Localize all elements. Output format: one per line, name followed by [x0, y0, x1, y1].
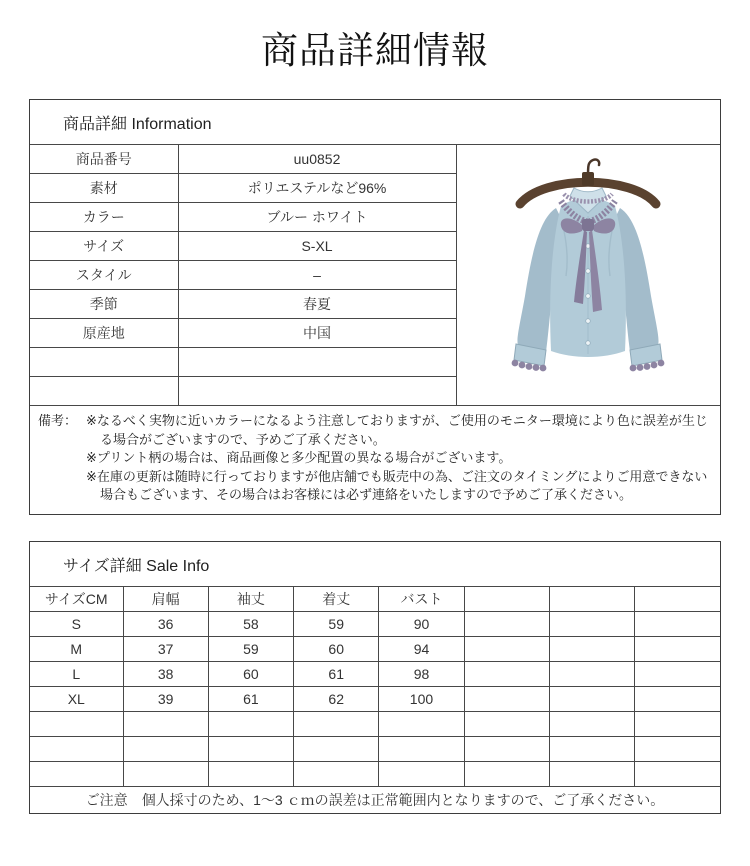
size-cell: 90 [379, 611, 464, 636]
size-cell [30, 711, 123, 736]
size-cell: XL [30, 686, 123, 711]
remarks-section [30, 405, 720, 514]
size-note [30, 786, 720, 813]
spec-value: ポリエステルなど96% [178, 174, 456, 203]
spec-value: uu0852 [178, 145, 456, 174]
spec-label: 原産地 [30, 319, 178, 348]
size-cell [549, 711, 634, 736]
spec-value: 中国 [178, 319, 456, 348]
size-note-text: 個人採寸のため、1～3 ｃｍの誤差は正常範囲内となりますので、ご了承ください。 [141, 791, 665, 808]
size-cell [294, 736, 379, 761]
size-table [30, 587, 720, 813]
spec-value: 春夏 [178, 290, 456, 319]
size-cell [123, 736, 208, 761]
size-cell [123, 761, 208, 786]
spec-label: カラー [30, 203, 178, 232]
product-photo [456, 145, 720, 405]
spec-label [30, 348, 178, 377]
size-cell [208, 761, 293, 786]
size-cell [549, 661, 634, 686]
size-cell [379, 761, 464, 786]
size-cell [635, 711, 720, 736]
size-cell [464, 661, 549, 686]
spec-value [178, 348, 456, 377]
size-cell [208, 711, 293, 736]
bottom-spacer [0, 814, 750, 847]
spec-label: サイズ [30, 232, 178, 261]
size-cell: 60 [294, 636, 379, 661]
spec-value: – [178, 261, 456, 290]
size-cell: 36 [123, 611, 208, 636]
size-cell: 61 [294, 661, 379, 686]
size-row [30, 736, 720, 761]
size-cell [379, 736, 464, 761]
size-row [30, 636, 720, 661]
size-col-header [635, 587, 720, 612]
size-cell: 37 [123, 636, 208, 661]
remark-item: ※なるべく実物に近いカラーになるよう注意しておりますが、ご使用のモニター環境により色に誤差が生じる場合がございますので、予めご了承ください。 [86, 413, 708, 447]
size-cell [635, 611, 720, 636]
spec-value: ブルー ホワイト [178, 203, 456, 232]
size-cell: 59 [208, 636, 293, 661]
size-cell [464, 761, 549, 786]
spec-value: S-XL [178, 232, 456, 261]
size-cell: 39 [123, 686, 208, 711]
size-cell [464, 611, 549, 636]
page-title: 商品詳細情報 [261, 31, 489, 72]
size-cell [379, 711, 464, 736]
size-cell: 62 [294, 686, 379, 711]
size-cell [549, 611, 634, 636]
size-col-header: 着丈 [294, 587, 379, 612]
size-cell: 94 [379, 636, 464, 661]
size-cell: 98 [379, 661, 464, 686]
size-cell [208, 736, 293, 761]
size-col-header: 肩幅 [123, 587, 208, 612]
size-row [30, 611, 720, 636]
size-cell [635, 761, 720, 786]
size-cell [464, 636, 549, 661]
remark-item: ※プリント柄の場合は、商品画像と多少配置の異なる場合がございます。 [86, 450, 512, 465]
size-cell: 38 [123, 661, 208, 686]
remarks-label: 備考： [38, 413, 78, 428]
size-col-header [464, 587, 549, 612]
size-cell [294, 711, 379, 736]
remarks-body [86, 412, 710, 505]
spec-value [178, 377, 456, 406]
size-row [30, 761, 720, 786]
size-cell [549, 636, 634, 661]
size-cell [635, 636, 720, 661]
size-row [30, 711, 720, 736]
size-cell [123, 711, 208, 736]
size-cell: 61 [208, 686, 293, 711]
size-info-panel [29, 541, 721, 814]
spec-label: 商品番号 [30, 145, 178, 174]
size-cell [30, 736, 123, 761]
blouse-illustration [458, 146, 718, 404]
size-info-header: サイズ詳細 Sale Info [30, 542, 720, 587]
product-spec-table [30, 145, 720, 405]
size-cell: 60 [208, 661, 293, 686]
spec-label: スタイル [30, 261, 178, 290]
spec-row [30, 145, 720, 174]
size-cell [30, 761, 123, 786]
product-info-header: 商品詳細 Information [30, 100, 720, 145]
size-cell [549, 736, 634, 761]
size-cell [635, 686, 720, 711]
size-cell [294, 761, 379, 786]
size-cell: 59 [294, 611, 379, 636]
size-note-row [30, 786, 720, 813]
size-header-row [30, 587, 720, 612]
size-cell [635, 736, 720, 761]
size-col-header: 袖丈 [208, 587, 293, 612]
size-cell [549, 686, 634, 711]
size-row [30, 661, 720, 686]
size-note-label: ご注意 [85, 791, 128, 808]
size-cell [464, 736, 549, 761]
size-cell: 58 [208, 611, 293, 636]
size-cell [635, 661, 720, 686]
product-info-panel [29, 99, 721, 515]
size-cell [464, 711, 549, 736]
size-row [30, 686, 720, 711]
spec-label [30, 377, 178, 406]
spec-label: 季節 [30, 290, 178, 319]
size-col-header: バスト [379, 587, 464, 612]
remark-item: ※在庫の更新は随時に行っておりますが他店舗でも販売中の為、ご注文のタイミングによりご用意できない場合もございます、その場合はお客様には必ず連絡をいたしますので予めご了承ください。 [86, 468, 708, 502]
size-col-header: サイズCM [30, 587, 123, 612]
spec-label: 素材 [30, 174, 178, 203]
size-cell [549, 761, 634, 786]
size-cell: L [30, 661, 123, 686]
size-cell: 100 [379, 686, 464, 711]
size-col-header [549, 587, 634, 612]
size-cell [464, 686, 549, 711]
size-cell: S [30, 611, 123, 636]
size-cell: M [30, 636, 123, 661]
